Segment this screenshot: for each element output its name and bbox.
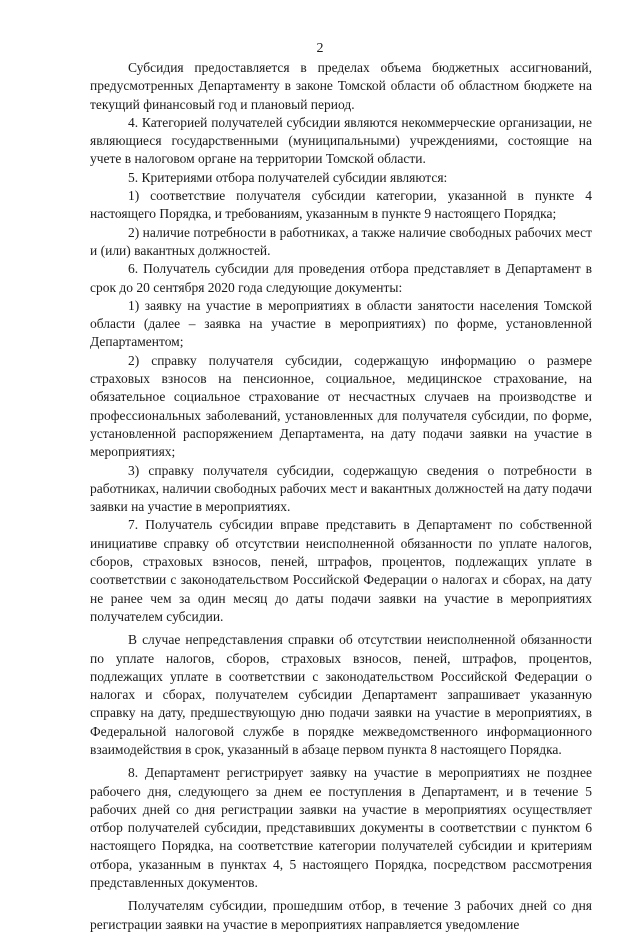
paragraph-item-7-continued: В случае непредставления справки об отсутствии неисполненной обязанности по уплате налогов, сборов, страховых взносов, пеней, штрафов, процентов, подлежащих уплате в соответствии с законодательством Российской Федерации о налогах и сборах, получателем субсидии Департамент запрашивает указанную справку на дату, предшествующую дню подачи заявки на участие в мероприятиях, в Федеральной налоговой службе в порядке межведомственного информационного взаимодействия в срок, указанный в абзаце первом пункта 8 настоящего Порядка. xyxy=(90,632,592,757)
paragraph-item-6-1: 1) заявку на участие в мероприятиях в области занятости населения Томской области (далее – заявка на участие в мероприятиях) по форме, установленной Департаментом; xyxy=(90,297,592,350)
paragraph-item-5: 5. Критериями отбора получателей субсидии являются: xyxy=(128,169,448,185)
paragraph-item-5-2: 2) наличие потребности в работниках, а также наличие свободных рабочих мест и (или) вакантных должностей. xyxy=(90,224,592,258)
document-body xyxy=(90,59,592,934)
paragraph-notification: Получателям субсидии, прошедшим отбор, в течение 3 рабочих дней со дня регистрации заявки на участие в мероприятиях направляется уведомление xyxy=(90,898,592,932)
paragraph-item-6-3: 3) справку получателя субсидии, содержащую сведения о потребности в работниках, наличии свободных рабочих мест и вакантных должностей на дату подачи заявки на участие в мероприятиях. xyxy=(90,462,592,515)
paragraph-item-6: 6. Получатель субсидии для проведения отбора представляет в Департамент в срок до 20 сентября 2020 года следующие документы: xyxy=(90,261,592,295)
paragraph-subsidy-limits: Субсидия предоставляется в пределах объема бюджетных ассигнований, предусмотренных Департаменту в законе Томской области об областном бюджете на текущий финансовый год и плановый период. xyxy=(90,60,592,112)
paragraph-item-7: 7. Получатель субсидии вправе представить в Департамент по собственной инициативе справку об отсутствии неисполненной обязанности по уплате налогов, сборов, страховых взносов, пеней, штрафов, процентов, подлежащих уплате в соответствии с законодательством Российской Федерации о налогах и сборах, на дату не ранее чем за один месяц до даты подачи заявки на участие в мероприятиях получателем субсидии. xyxy=(90,517,592,624)
paragraph-item-6-2: 2) справку получателя субсидии, содержащую информацию о размере страховых взносов на пенсионное, социальное, медицинское страхование, на обязательное социальное страхование от несчастных случаев на производстве и профессиональных заболеваний, установленных для получателя субсидии, по форме, установленной распоряжением Департамента, на дату подачи заявки на участие в мероприятиях; xyxy=(90,352,592,460)
paragraph-item-4: 4. Категорией получателей субсидии являются некоммерческие организации, не являющиеся государственными (муниципальными) учреждениями, состоящие на учете в налоговом органе на территории Томской области. xyxy=(90,114,592,167)
page-number: 2 xyxy=(316,41,324,56)
paragraph-item-8: 8. Департамент регистрирует заявку на участие в мероприятиях не позднее рабочего дня, следующего за днем ее поступления в Департамент, и в течение 5 рабочих дней со дня регистрации заявки на участие в мероприятиях осуществляет отбор получателей субсидии, представивших документы в соответствии с пунктом 6 настоящего Порядка, на соответствие категории получателей субсидии и критериям отбора, указанным в пунктах 4, 5 настоящего Порядка, посредством рассмотрения представленных документов. xyxy=(90,765,592,891)
paragraph-item-5-1: 1) соответствие получателя субсидии категории, указанной в пункте 4 настоящего Порядка, и требованиям, указанным в пункте 9 настоящего Порядка; xyxy=(90,188,592,222)
